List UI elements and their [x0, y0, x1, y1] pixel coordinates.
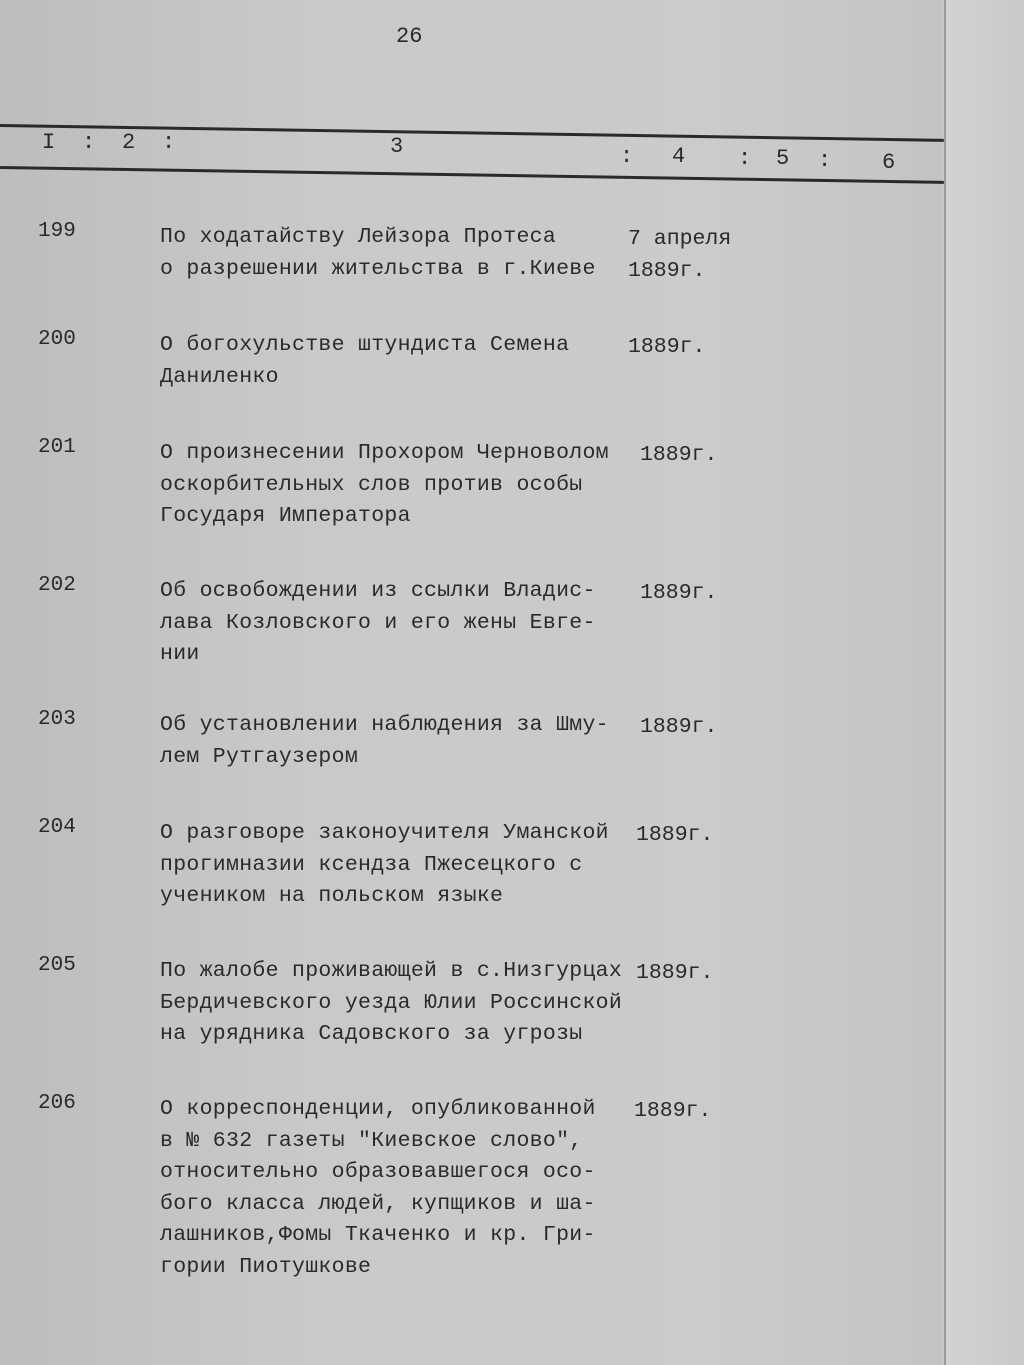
- sep: :: [162, 130, 176, 155]
- entry-text-line: О корреспонденции, опубликованной: [160, 1097, 596, 1121]
- entry-text-line: Даниленко: [160, 364, 279, 389]
- entry-number: 202: [38, 574, 76, 597]
- entry-number: 206: [38, 1092, 76, 1115]
- entry-date: 7 апреля 1889г.: [628, 227, 732, 283]
- entry-text-line: учеником на польском языке: [160, 884, 504, 908]
- header-bottom-rule: [0, 166, 944, 184]
- col-3: 3: [390, 134, 404, 159]
- entry-text-line: бого класса людей, купщиков и ша-: [160, 1191, 596, 1216]
- entry-date: 1889г.: [636, 961, 714, 985]
- col-6: 6: [882, 150, 896, 175]
- entry-text-line: О разговоре законоучителя Уманской: [160, 821, 609, 845]
- entry-text-line: оскорбительных слов против особы: [160, 472, 583, 497]
- entry-number: 205: [38, 954, 76, 977]
- sep: :: [82, 130, 96, 155]
- entry-text-line: По жалобе проживающей в с.Низгурцах: [160, 959, 623, 983]
- entry-date: 1889г.: [640, 581, 718, 605]
- entry-text-line: Об установлении наблюдения за Шму-: [160, 713, 609, 737]
- entry-number: 200: [38, 328, 76, 351]
- col-4: 4: [672, 144, 686, 169]
- entry-date: 1889г.: [636, 823, 714, 847]
- entry-text-line: лава Козловского и его жены Евге-: [160, 610, 596, 635]
- sep: :: [738, 146, 752, 171]
- entry-text-line: Об освобождении из ссылки Владис-: [160, 579, 596, 603]
- entry-text-line: в № 632 газеты "Киевское слово",: [160, 1128, 583, 1153]
- entry-number: 201: [38, 436, 76, 459]
- entry-date: 1889г.: [634, 1099, 712, 1123]
- entry-text-line: Государя Императора: [160, 504, 411, 528]
- entry-text-line: О богохульстве штундиста Семена: [160, 333, 570, 357]
- page-number: 26: [396, 24, 423, 49]
- col-1: I: [42, 130, 56, 155]
- entry-text-line: О произнесении Прохором Черноволом: [160, 441, 609, 465]
- sep: :: [620, 144, 634, 169]
- entry-date: 1889г.: [640, 715, 718, 739]
- entry-text-line: нии: [160, 642, 200, 666]
- entry-text-line: лем Рутгаузером: [160, 744, 359, 769]
- page-edge: [944, 0, 946, 1365]
- col-5: 5: [776, 146, 790, 171]
- entry-date: 1889г.: [628, 335, 706, 359]
- sep: :: [818, 148, 832, 173]
- entry-date: 1889г.: [640, 443, 718, 467]
- entry-text-line: о разрешении жительства в г.Киеве: [160, 256, 596, 281]
- entry-text-line: относительно образовавшегося осо-: [160, 1160, 596, 1184]
- entry-text-line: прогимназии ксендза Пжесецкого с: [160, 852, 583, 877]
- entry-text-line: По ходатайству Лейзора Протеса: [160, 225, 557, 249]
- header-top-rule: [0, 124, 944, 142]
- col-2: 2: [122, 130, 136, 155]
- entry-text-line: лашников,Фомы Ткаченко и кр. Гри-: [160, 1223, 596, 1247]
- entry-text-line: Бердичевского уезда Юлии Россинской: [160, 990, 623, 1015]
- entry-number: 204: [38, 816, 76, 839]
- entry-text-line: на урядника Садовского за угрозы: [160, 1022, 583, 1046]
- entry-number: 203: [38, 708, 76, 731]
- entry-number: 199: [38, 220, 76, 243]
- entry-text-line: гории Пиотушкове: [160, 1254, 372, 1279]
